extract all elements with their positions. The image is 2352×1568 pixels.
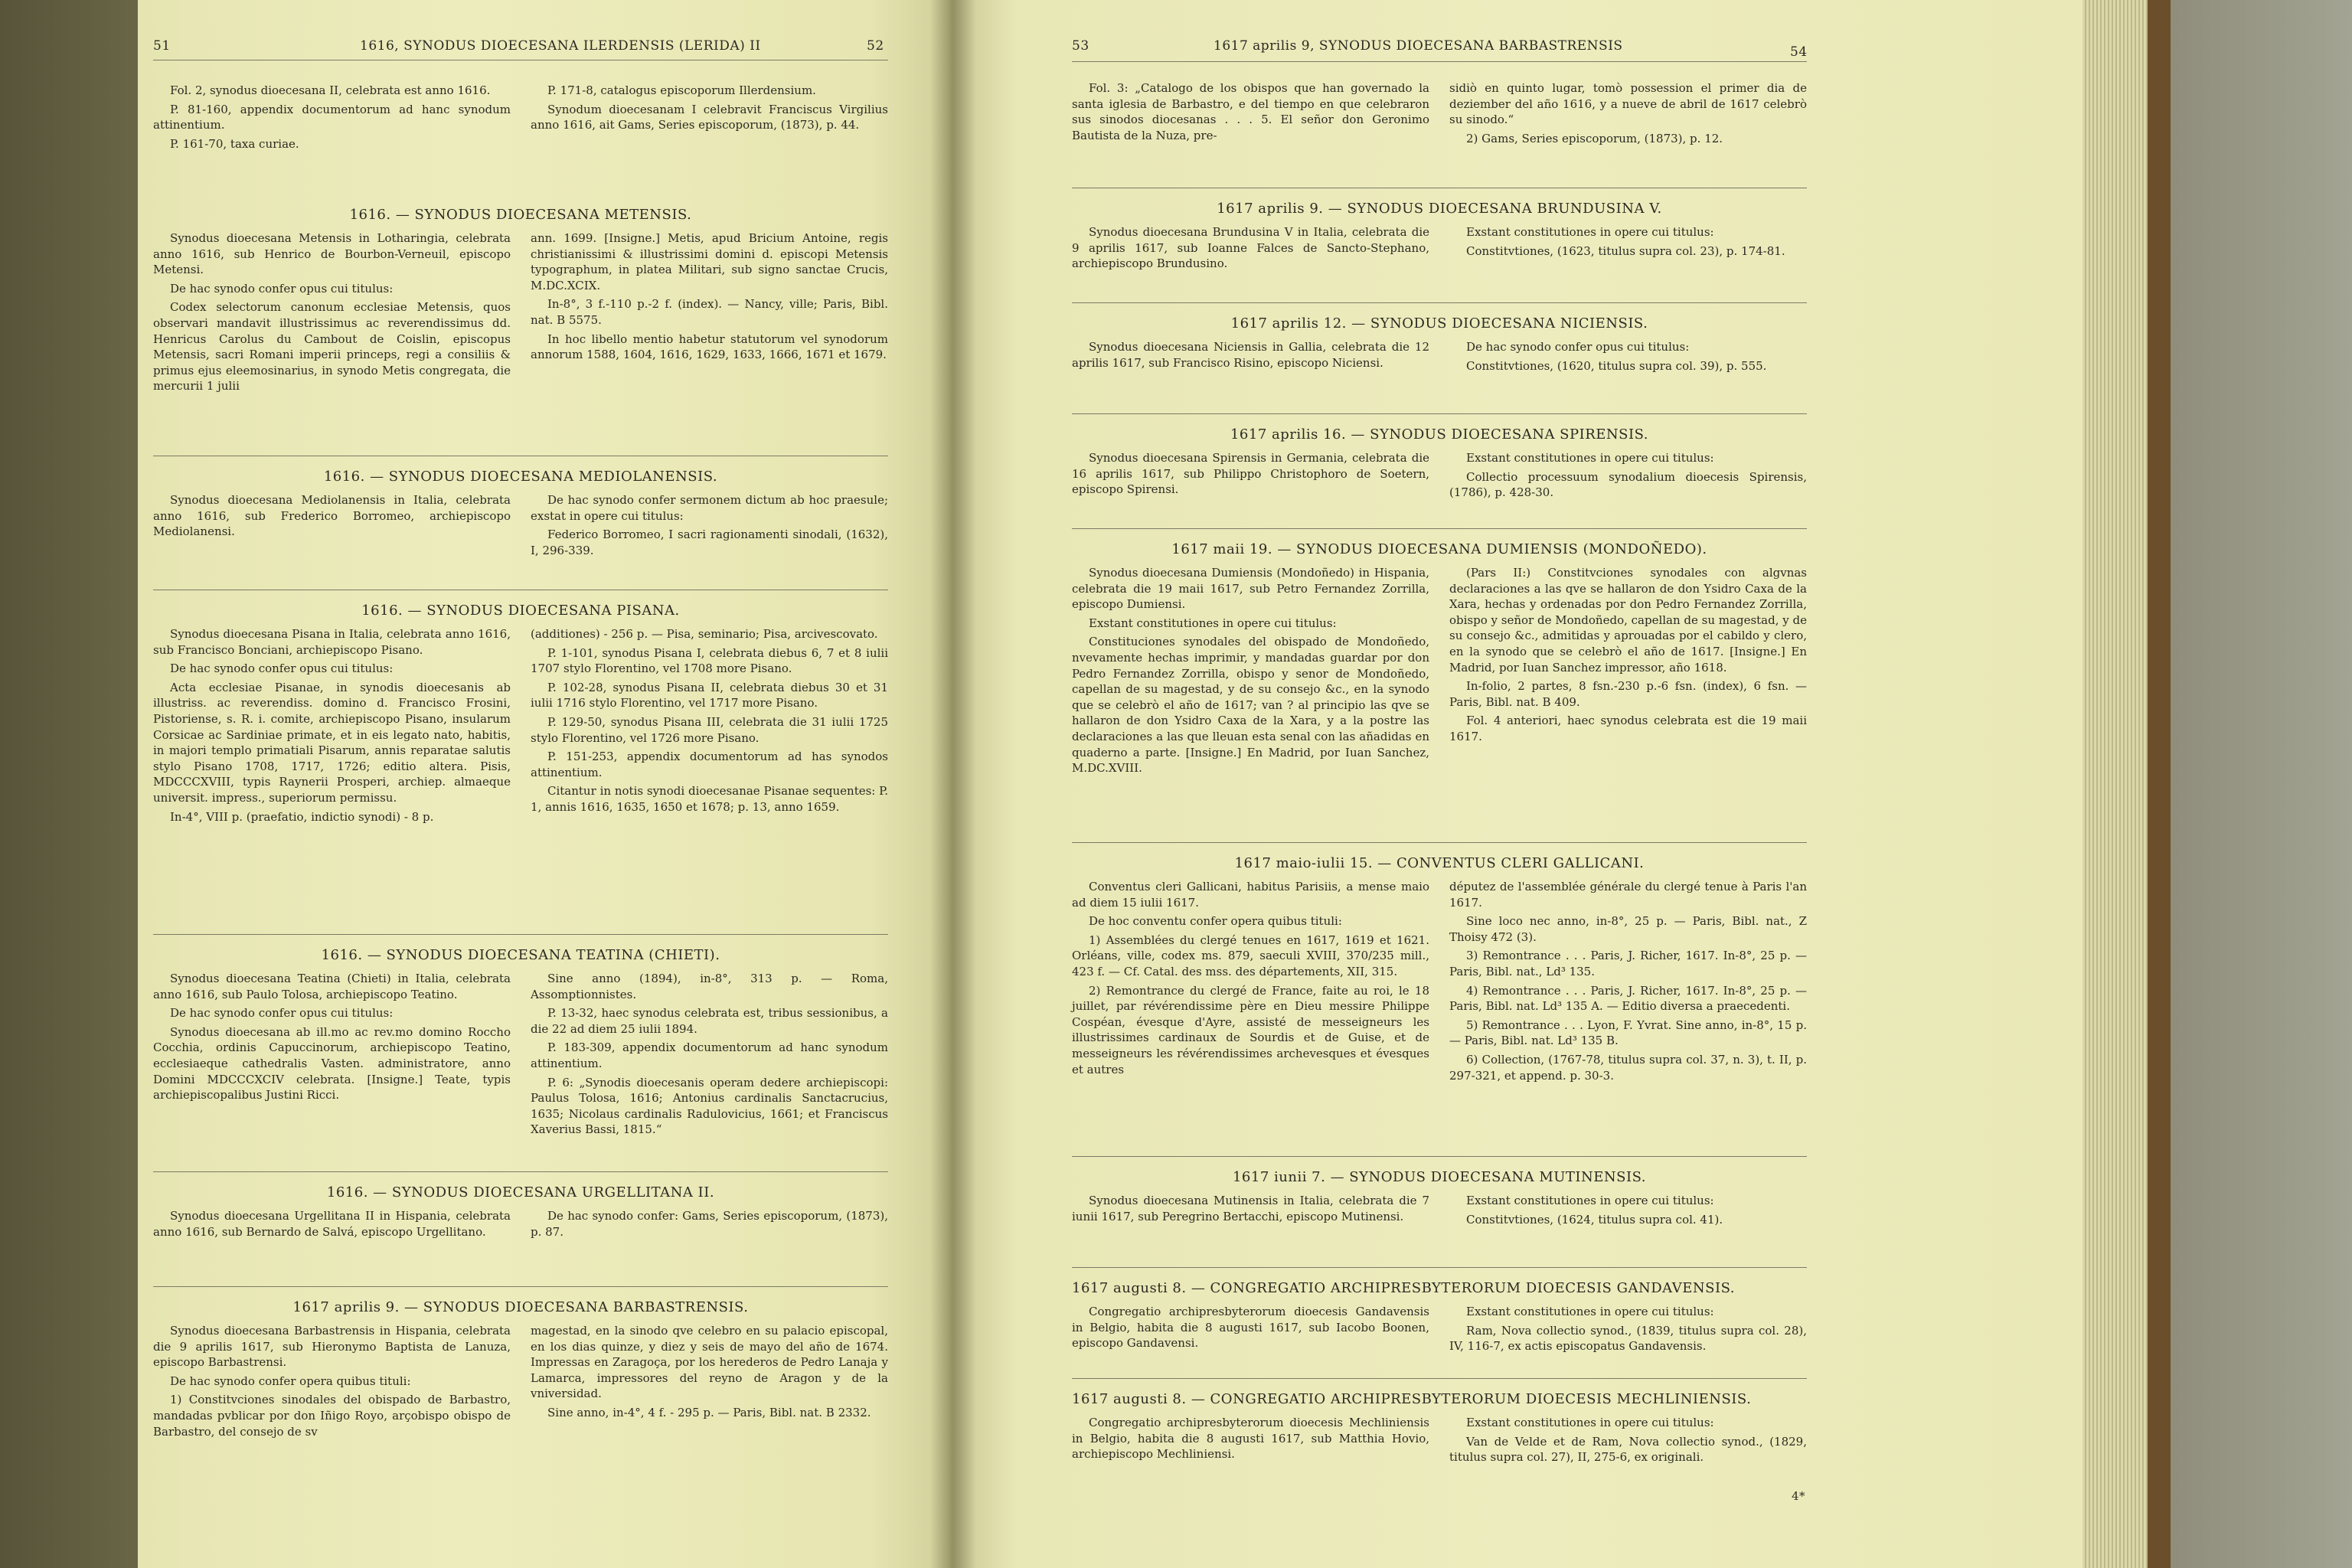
paragraph: De hac synodo confer opus cui titulus: xyxy=(1466,340,1690,354)
paragraph: P. 6: „Synodis dioecesanis operam dedere archiepiscopi: Paulus Tolosa, 1616; Antonius cardinalis Sanctacrucius, 1635; Nicolaus cardinalis Radulovicius, 1661; et Franciscus Xaverius Bassi, 1815.“ xyxy=(531,1075,888,1137)
paragraph: Citantur in notis synodi dioecesanae Pisanae sequentes: P. 1, annis 1616, 1635, 1650 et 1678; p. 13, anno 1659. xyxy=(531,784,888,814)
paragraph: magestad, en la sinodo qve celebro en su palacio episcopal, en los dias quinze, y diez y seis de mayo del año de 1674. Impressas en Zaragoça, por los herederos de Pedro Lanaja y Lamarca, impressores del reyno de Aragon y de la vniversidad. xyxy=(531,1324,888,1401)
paragraph: Sine loco nec anno, in-8°, 25 p. — Paris, Bibl. nat., Z Thoisy 472 (3). xyxy=(1449,914,1807,944)
paragraph: In hoc libello mentio habetur statutorum vel synodorum annorum 1588, 1604, 1616, 1629, 1633, 1666, 1671 et 1679. xyxy=(531,332,888,362)
section-title: 1616. — SYNODUS DIOECESANA PISANA. xyxy=(361,603,680,619)
paragraph: Synodus dioecesana Brundusina V in Italia, celebrata die 9 aprilis 1617, sub Ioanne Falces de Sancto-Stephano, archiepiscopo Brundusino. xyxy=(1072,225,1429,271)
section-title: 1617 augusti 8. — CONGREGATIO ARCHIPRESBYTERORUM DIOECESIS GANDAVENSIS. xyxy=(1072,1280,1736,1296)
section-title: 1617 aprilis 9. — SYNODUS DIOECESANA BARBASTRENSIS. xyxy=(292,1299,749,1315)
paragraph: Sine anno, in-4°, 4 f. - 295 p. — Paris, Bibl. nat. B 2332. xyxy=(547,1405,871,1419)
paragraph: Synodus dioecesana Dumiensis (Mondoñedo) in Hispania, celebrata die 19 maii 1617, sub Petro Fernandez Zorrilla, episcopo Dumiensi. xyxy=(1072,566,1429,612)
left-top-block xyxy=(153,83,888,155)
paragraph: Collectio processuum synodalium dioecesis Spirensis, (1786), p. 428-30. xyxy=(1449,469,1807,500)
paragraph: Synodus dioecesana Teatina (Chieti) in Italia, celebrata anno 1616, sub Paulo Tolosa, archiepiscopo Teatino. xyxy=(153,972,511,1001)
left-page-number-a: 51 xyxy=(153,38,171,54)
section-title: 1617 maii 19. — SYNODUS DIOECESANA DUMIENSIS (MONDOÑEDO). xyxy=(1171,541,1707,557)
paragraph: Synodus dioecesana Niciensis in Gallia, celebrata die 12 aprilis 1617, sub Francisco Risino, episcopo Niciensi. xyxy=(1072,340,1429,370)
section-title: 1617 maio-iulii 15. — CONVENTUS CLERI GALLICANI. xyxy=(1234,855,1645,871)
paragraph: Exstant constitutiones in opere cui titulus: xyxy=(1089,616,1337,630)
section-rule xyxy=(1072,842,1807,843)
paragraph: P. 102-28, synodus Pisana II, celebrata diebus 30 et 31 iulii 1716 stylo Florentino, vel 1717 more Pisano. xyxy=(531,680,888,710)
section-mutinensis xyxy=(1072,1169,1807,1230)
paragraph: In-folio, 2 partes, 8 fsn.-230 p.-6 fsn. (index), 6 fsn. — Paris, Bibl. nat. B 409. xyxy=(1449,679,1807,709)
section-mediolanensis xyxy=(153,469,888,561)
paragraph: Constitvtiones, (1624, titulus supra col. 41). xyxy=(1466,1212,1723,1227)
paragraph: Synodum dioecesanam I celebravit Franciscus Virgilius anno 1616, ait Gams, Series episcoporum, (1873), p. 44. xyxy=(531,102,888,132)
section-mechliniensis xyxy=(1072,1391,1807,1468)
section-urgellitana xyxy=(153,1184,888,1243)
paragraph: P. 13-32, haec synodus celebrata est, tribus sessionibus, a die 22 ad diem 25 iulii 1894. xyxy=(531,1006,888,1036)
section-rule xyxy=(1072,413,1807,414)
right-page-number-a: 53 xyxy=(1072,38,1089,54)
right-page xyxy=(949,0,2082,1568)
paragraph: 2) Gams, Series episcoporum, (1873), p. 12. xyxy=(1466,131,1723,145)
paragraph: Synodus dioecesana ab ill.mo ac rev.mo domino Roccho Cocchia, ordinis Capuccinorum, archiepiscopo Teatino, ecclesiaeque cathedralis Vasten. administratore, anno Domini MDCCCXCIV celebrata. [Insigne.] Teate, typis archiepiscopalibus Justini Ricci. xyxy=(153,1024,511,1102)
paragraph: P. 171-8, catalogus episcoporum Illerdensium. xyxy=(547,83,816,97)
section-title: 1617 aprilis 9. — SYNODUS DIOECESANA BRUNDUSINA V. xyxy=(1217,201,1662,217)
section-title: 1617 aprilis 12. — SYNODUS DIOECESANA NICIENSIS. xyxy=(1230,315,1648,332)
paragraph: Conventus cleri Gallicani, habitus Parisiis, a mense maio ad diem 15 iulii 1617. xyxy=(1072,880,1429,910)
section-metensis xyxy=(153,207,888,397)
paragraph: Acta ecclesiae Pisanae, in synodis dioecesanis ab illustriss. ac reverendiss. domino d. Francisco Frosini, Pistoriense, s. R. i. comite, archiepiscopo Pisano, insularum Corsicae ac Sardiniae primate, et in eis legato nato, habitis, in majori templo primatiali Pisarum, annis reparatae salutis stylo Pisano 1708, 1717, 1726; editio altera. Pisis, MDCCCXVIII, typis Raynerii Prosperi, archiep. almaeque universit. impress., superiorum permissu. xyxy=(153,680,511,805)
paragraph: 1) Constitvciones sinodales del obispado de Barbastro, mandadas pvblicar por don Iñigo Royo, arçobispo obispo de Barbastro, del consejo de sv xyxy=(153,1393,511,1439)
paragraph: Exstant constitutiones in opere cui titulus: xyxy=(1466,1194,1714,1207)
section-rule xyxy=(1072,1378,1807,1379)
section-rule xyxy=(153,1171,888,1172)
paragraph: Ram, Nova collectio synod., (1839, titulus supra col. 28), IV, 116-7, ex actis episcopatus Gandavensis. xyxy=(1449,1323,1807,1354)
paragraph: (additiones) - 256 p. — Pisa, seminario; Pisa, arcivescovato. xyxy=(531,627,878,641)
section-title: 1616. — SYNODUS DIOECESANA MEDIOLANENSIS. xyxy=(323,469,718,485)
paragraph: P. 161-70, taxa curiae. xyxy=(170,136,299,151)
paragraph: 3) Remontrance . . . Paris, J. Richer, 1617. In-8°, 25 p. — Paris, Bibl. nat., Ld³ 135. xyxy=(1449,949,1807,978)
book-gutter xyxy=(930,0,976,1568)
paragraph: Synodus dioecesana Spirensis in Germania, celebrata die 16 aprilis 1617, sub Philippo Christophoro de Soetern, episcopo Spirensi. xyxy=(1072,451,1429,497)
paragraph: De hac synodo confer opera quibus tituli: xyxy=(170,1374,411,1388)
background-right xyxy=(2151,0,2352,1568)
paragraph: De hac synodo confer sermonem dictum ab hoc praesule; exstat in opere cui titulus: xyxy=(531,493,888,523)
section-gandavensis xyxy=(1072,1280,1807,1357)
section-barbastrensis xyxy=(153,1299,888,1442)
paragraph: Fol. 3: „Catalogo de los obispos que han governado la santa iglesia de Barbastro, e del tiempo en que celebraron sus sinodos diocesanas . . . 5. El señor don Geronimo Bautista de la Nuza, pre- xyxy=(1072,81,1429,142)
section-teatina xyxy=(153,947,888,1141)
paragraph: Exstant constitutiones in opere cui titulus: xyxy=(1466,225,1714,239)
paragraph: 1) Assemblées du clergé tenues en 1617, 1619 et 1621. Orléans, ville, codex ms. 879, saeculi XVIII, 370/235 mill., 423 f. — Cf. Catal. des mss. des départements, XII, 315. xyxy=(1072,933,1429,978)
section-spirensis xyxy=(1072,426,1807,504)
book-cover-edge xyxy=(2148,0,2171,1568)
paragraph: Synodus dioecesana Urgellitana II in Hispania, celebrata anno 1616, sub Bernardo de Salvá, episcopo Urgellitano. xyxy=(153,1209,511,1239)
paragraph: Fol. 2, synodus dioecesana II, celebrata est anno 1616. xyxy=(170,83,491,97)
left-running-header: 1616, SYNODUS DIOECESANA ILERDENSIS (LERIDA) II xyxy=(360,38,761,54)
section-brundusina xyxy=(1072,201,1807,275)
paragraph: Constitvtiones, (1620, titulus supra col. 39), p. 555. xyxy=(1466,358,1767,373)
paragraph: 5) Remontrance . . . Lyon, F. Yvrat. Sine anno, in-8°, 15 p. — Paris, Bibl. nat. Ld³ 135 B. xyxy=(1449,1018,1807,1048)
paragraph: Synodus dioecesana Barbastrensis in Hispania, celebrata die 9 aprilis 1617, sub Hieronymo Baptista de Lanuza, episcopo Barbastrensi. xyxy=(153,1324,511,1370)
paragraph: De hac synodo confer opus cui titulus: xyxy=(170,662,394,676)
section-pisana xyxy=(153,603,888,828)
paragraph: Exstant constitutiones in opere cui titulus: xyxy=(1466,1305,1714,1318)
paragraph: P. 129-50, synodus Pisana III, celebrata die 31 iulii 1725 stylo Florentino, vel 1726 more Pisano. xyxy=(531,714,888,745)
paragraph: P. 183-309, appendix documentorum ad hanc synodum attinentium. xyxy=(531,1040,888,1070)
section-conventus xyxy=(1072,855,1807,1086)
paragraph: Exstant constitutiones in opere cui titulus: xyxy=(1466,1416,1714,1429)
section-title: 1616. — SYNODUS DIOECESANA TEATINA (CHIETI). xyxy=(321,947,720,963)
section-rule xyxy=(153,934,888,935)
paragraph: Synodus dioecesana Pisana in Italia, celebrata anno 1616, sub Francisco Bonciani, archiepiscopo Pisano. xyxy=(153,627,511,657)
paragraph: In-4°, VIII p. (praefatio, indictio synodi) - 8 p. xyxy=(170,809,434,824)
paragraph: De hac synodo confer opus cui titulus: xyxy=(170,281,394,296)
paragraph: De hoc conventu confer opera quibus tituli: xyxy=(1089,914,1342,929)
paragraph: Van de Velde et de Ram, Nova collectio synod., (1829, titulus supra col. 27), II, 275-6, ex originali. xyxy=(1449,1434,1807,1465)
paragraph: Synodus dioecesana Mutinensis in Italia, celebrata die 7 iunii 1617, sub Peregrino Bertacchi, episcopo Mutinensi. xyxy=(1072,1194,1429,1223)
paragraph: Congregatio archipresbyterorum dioecesis Mechliniensis in Belgio, habita die 8 augusti 1617, sub Matthia Hovio, archiepiscopo Mechliniensi. xyxy=(1072,1416,1429,1462)
paragraph: 6) Collection, (1767-78, titulus supra col. 37, n. 3), t. II, p. 297-321, et append. p. 30-3. xyxy=(1449,1052,1807,1083)
paragraph: Congregatio archipresbyterorum dioecesis Gandavensis in Belgio, habita die 8 augusti 1617, sub Iacobo Boonen, episcopo Gandavensi. xyxy=(1072,1305,1429,1351)
paragraph: P. 81-160, appendix documentorum ad hanc synodum attinentium. xyxy=(153,102,511,132)
paragraph: Exstant constitutiones in opere cui titulus: xyxy=(1466,451,1714,465)
paragraph: (Pars II:) Constitvciones synodales con algvnas declaraciones a las qve se hallaron de don Ysidro Caxa de la Xara, hechas y ordenadas por don Pedro Fernandez Zorrilla, obispo y señor de Mondoñedo, capellan de su magestad, y de su consejo &c., admitidas y aprouadas por el cabildo y clero, en la synodo que se celebrò el año de 1617. [Insigne.] En Madrid, por Iuan Sanchez impressor, año 1618. xyxy=(1449,566,1807,675)
background-left xyxy=(0,0,161,1568)
paragraph: In-8°, 3 f.-110 p.-2 f. (index). — Nancy, ville; Paris, Bibl. nat. B 5575. xyxy=(531,297,888,327)
section-niciensis xyxy=(1072,315,1807,377)
signature-mark: 4* xyxy=(1792,1489,1806,1503)
right-top-block xyxy=(1072,80,1807,149)
section-rule xyxy=(1072,1267,1807,1268)
section-rule xyxy=(1072,1156,1807,1157)
left-page xyxy=(138,0,949,1568)
header-rule xyxy=(1072,61,1807,62)
section-rule xyxy=(1072,302,1807,303)
paragraph: Constituciones synodales del obispado de Mondoñedo, nvevamente hechas imprimir, y mandadas guardar por don Pedro Fernandez Zorrilla, obispo y senor de Mondoñedo, capellan de su magestad, y de su consejo &c., en la synodo que se celebrò el año de 1617; van ? al principio las qve se hallaron de don Ysidro Caxa de la Xara, y a la postre las declaraciones a las que lleuan esta senal con las añadidas en quaderno a parte. [Insigne.] En Madrid, por Iuan Sanchez, M.DC.XVIII. xyxy=(1072,635,1429,776)
section-title: 1616. — SYNODUS DIOECESANA METENSIS. xyxy=(349,207,692,223)
right-page-number-b: 54 xyxy=(1790,44,1808,60)
section-rule xyxy=(153,1286,888,1287)
section-title: 1617 iunii 7. — SYNODUS DIOECESANA MUTINENSIS. xyxy=(1232,1169,1647,1185)
right-running-header: 1617 aprilis 9, SYNODUS DIOECESANA BARBASTRENSIS xyxy=(1214,38,1623,54)
paragraph: De hac synodo confer: Gams, Series episcoporum, (1873), p. 87. xyxy=(531,1209,888,1239)
paragraph: Codex selectorum canonum ecclesiae Metensis, quos observari mandavit illustrissimus ac reverendissimus dd. Henricus Carolus du Cambout de Coislin, episcopus Metensis, sacri Romani imperii princeps, regi a consiliis & primus ejus eleemosinarius, in synodo Metis congregata, die mercurii 1 julii xyxy=(153,300,511,394)
paragraph: 2) Remontrance du clergé de France, faite au roi, le 18 juillet, par révérendissime père en Dieu messire Philippe Cospéan, évesque d'Ayre, assisté de messeigneurs les illustrissimes cardinaux de Sourdis et de Guise, et de messeigneurs les révérendissimes archevesques et évesques et autres xyxy=(1072,983,1429,1076)
paragraph: Synodus dioecesana Metensis in Lotharingia, celebrata anno 1616, sub Henrico de Bourbon-Verneuil, episcopo Metensi. xyxy=(153,231,511,277)
paragraph: sidiò en quinto lugar, tomò possession el primer dia de deziember del año 1616, y a nueve de abril de 1617 celebrò su sinodo.“ xyxy=(1449,81,1807,127)
paragraph: ann. 1699. [Insigne.] Metis, apud Bricium Antoine, regis christianissimi & illustrissimi domini d. episcopi Metensis typographum, in platea Militari, sub signo sanctae Crucis, M.DC.XCIX. xyxy=(531,231,888,292)
paragraph: P. 1-101, synodus Pisana I, celebrata diebus 6, 7 et 8 iulii 1707 stylo Florentino, vel 1708 more Pisano. xyxy=(531,645,888,676)
paragraph: Constitvtiones, (1623, titulus supra col. 23), p. 174-81. xyxy=(1466,243,1785,258)
section-rule xyxy=(1072,528,1807,529)
paragraph: De hac synodo confer opus cui titulus: xyxy=(170,1006,394,1021)
section-title: 1617 aprilis 16. — SYNODUS DIOECESANA SPIRENSIS. xyxy=(1230,426,1649,443)
paragraph: Synodus dioecesana Mediolanensis in Italia, celebrata anno 1616, sub Frederico Borromeo, archiepiscopo Mediolanensi. xyxy=(153,493,511,539)
left-page-number-b: 52 xyxy=(867,38,884,54)
paragraph: 4) Remontrance . . . Paris, J. Richer, 1617. In-8°, 25 p. — Paris, Bibl. nat. Ld³ 135 A. — Editio diversa a praecedenti. xyxy=(1449,983,1807,1014)
paragraph: Federico Borromeo, I sacri ragionamenti sinodali, (1632), I, 296-339. xyxy=(531,528,888,557)
section-title: 1616. — SYNODUS DIOECESANA URGELLITANA II. xyxy=(326,1184,715,1200)
paragraph: Sine anno (1894), in-8°, 313 p. — Roma, Assomptionnistes. xyxy=(531,972,888,1001)
section-dumiensis xyxy=(1072,541,1807,779)
paragraph: P. 151-253, appendix documentorum ad has synodos attinentium. xyxy=(531,750,888,779)
paragraph: Fol. 4 anteriori, haec synodus celebrata est die 19 maii 1617. xyxy=(1449,714,1807,743)
section-title: 1617 augusti 8. — CONGREGATIO ARCHIPRESBYTERORUM DIOECESIS MECHLINIENSIS. xyxy=(1072,1391,1752,1407)
paragraph: députez de l'assemblée générale du clergé tenue à Paris l'an 1617. xyxy=(1449,880,1807,910)
page-edges xyxy=(2082,0,2151,1568)
